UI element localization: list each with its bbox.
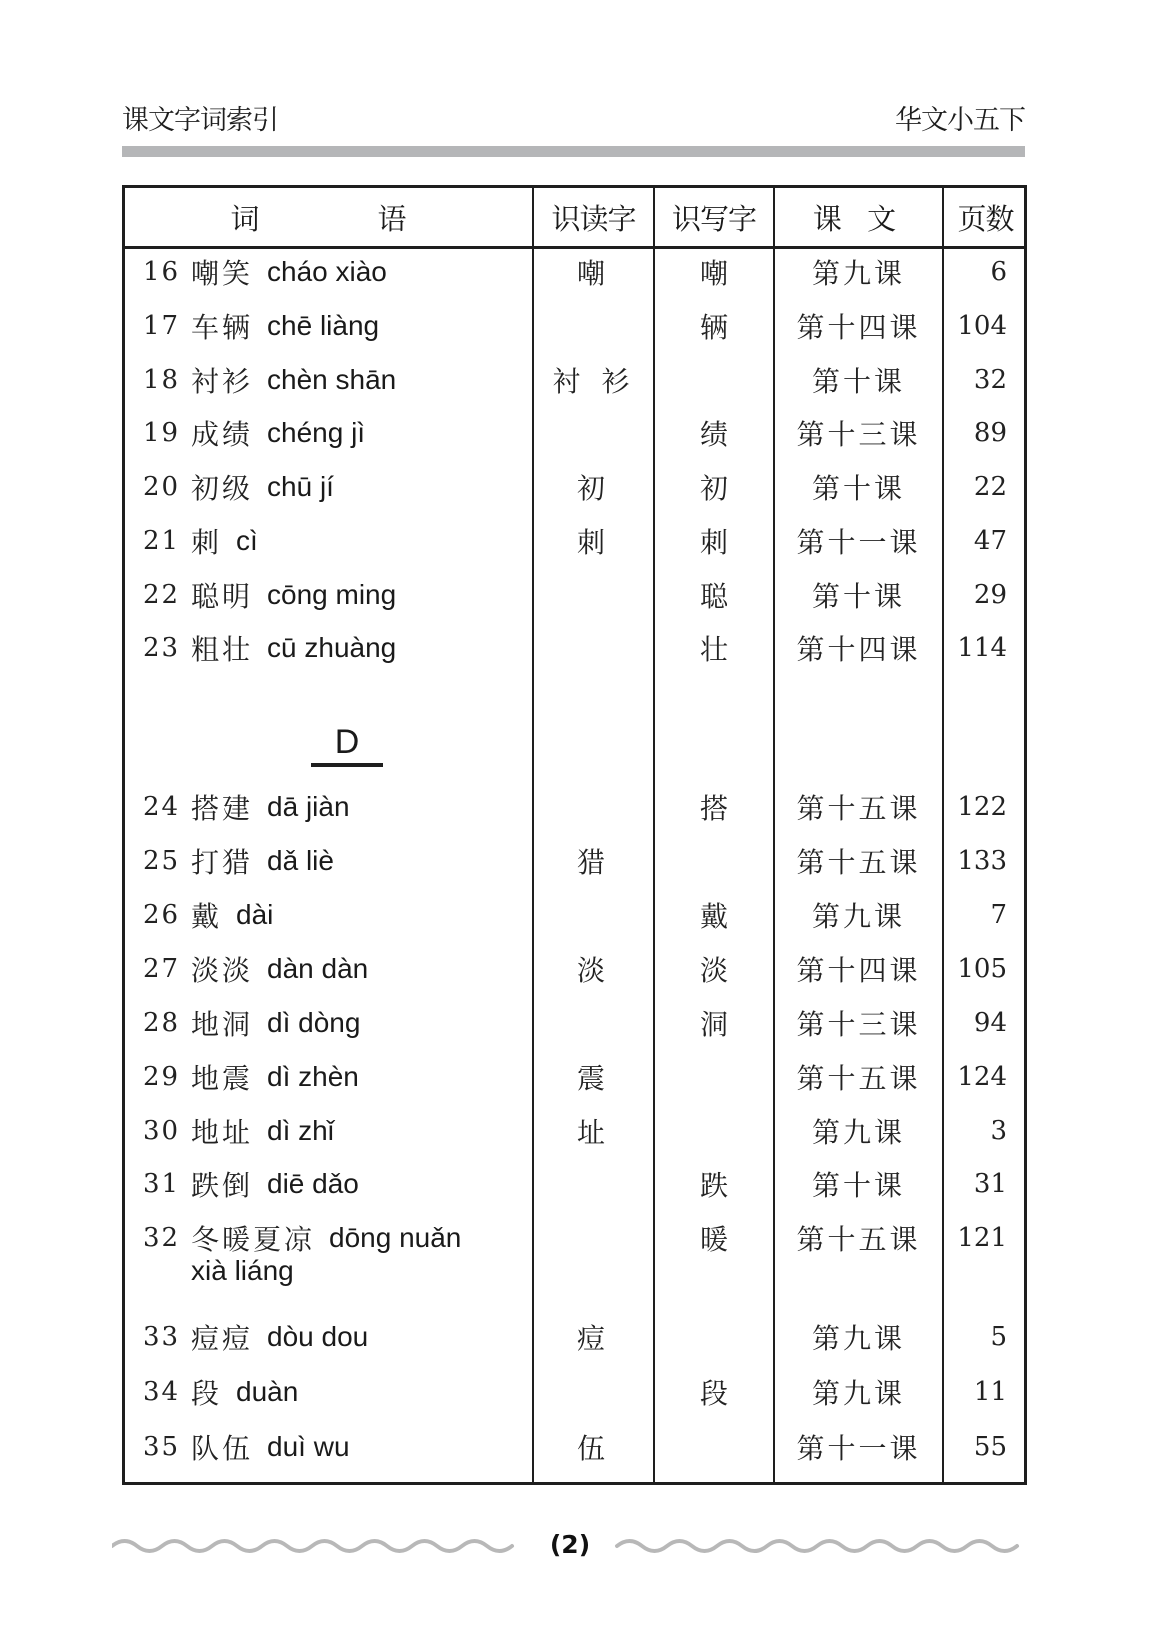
- word-cell: [143, 1422, 350, 1472]
- table-row: [125, 782, 1024, 832]
- table-row: [125, 462, 1024, 512]
- table-row: [125, 1367, 1024, 1417]
- word-chinese: 粗壮: [191, 633, 254, 666]
- word-pinyin: chèn shān: [267, 364, 397, 395]
- word-pinyin-continued: xià liáng: [191, 1255, 294, 1286]
- word-pinyin: cháo xiào: [267, 256, 387, 287]
- section-underline: [311, 763, 383, 767]
- column-header-word: 词 语: [230, 201, 427, 236]
- word-pinyin: dòu dou: [267, 1321, 369, 1352]
- page-cell: 114: [957, 633, 1007, 663]
- page-cell: 105: [957, 954, 1007, 984]
- word-pinyin: dì dòng: [267, 1007, 361, 1038]
- read-char-cell: 伍: [576, 1432, 611, 1465]
- write-char-cell: 跌: [699, 1169, 728, 1202]
- word-pinyin: dì zhèn: [267, 1061, 359, 1092]
- word-chinese: 刺: [191, 526, 223, 559]
- entry-number: 19: [143, 418, 181, 448]
- table-row: [125, 247, 1024, 297]
- write-char-cell: 刺: [699, 526, 728, 559]
- word-pinyin: cì: [236, 525, 258, 556]
- read-char-cell: [535, 1367, 653, 1417]
- lesson-cell: 第九课: [811, 1377, 905, 1410]
- entry-number: 27: [143, 954, 181, 984]
- page-cell: 3: [990, 1116, 1007, 1146]
- word-cell: [143, 1159, 359, 1209]
- lesson-cell: 第十五课: [796, 846, 921, 879]
- word-pinyin: dǎ liè: [267, 845, 334, 876]
- lesson-cell: 第十三课: [796, 418, 921, 451]
- word-chinese: 聪明: [191, 580, 254, 613]
- word-chinese: 段: [191, 1377, 223, 1410]
- table-row: [125, 1052, 1024, 1102]
- write-char-cell: 搭: [699, 792, 728, 825]
- column-header-page: 页数: [957, 201, 1014, 236]
- word-pinyin: dōng nuǎn: [329, 1222, 462, 1253]
- word-cell: [143, 998, 360, 1048]
- table-row: [125, 301, 1024, 351]
- word-cell: [143, 570, 396, 620]
- read-char-cell: 址: [576, 1116, 611, 1149]
- write-char-cell: 辆: [699, 311, 728, 344]
- page-cell: 104: [957, 311, 1007, 341]
- word-cell: [143, 890, 273, 940]
- table-row: [125, 1312, 1024, 1362]
- table-row: [125, 355, 1024, 405]
- entry-number: 18: [143, 365, 181, 395]
- page-number: (2): [549, 1530, 591, 1559]
- page-cell: 94: [973, 1008, 1007, 1038]
- entry-number: 31: [143, 1169, 181, 1199]
- read-char-cell: 初: [576, 472, 611, 505]
- page-cell: 31: [973, 1169, 1007, 1199]
- word-pinyin: dài: [236, 899, 274, 930]
- word-pinyin: chē liàng: [267, 310, 380, 341]
- table-row: [125, 1213, 1024, 1286]
- write-char-cell: [655, 1106, 773, 1156]
- header-divider-bar: [122, 146, 1025, 157]
- page-cell: 89: [973, 418, 1007, 448]
- entry-number: 20: [143, 472, 181, 502]
- table-row: [125, 516, 1024, 566]
- page-cell: 55: [973, 1432, 1007, 1462]
- section-letter: D: [334, 723, 360, 761]
- page-cell: 32: [973, 365, 1007, 395]
- write-char-cell: 段: [699, 1377, 728, 1410]
- word-pinyin: diē dǎo: [267, 1168, 359, 1199]
- page-cell: 11: [973, 1377, 1007, 1407]
- entry-number: 35: [143, 1432, 181, 1462]
- page-cell: 124: [957, 1062, 1007, 1092]
- word-pinyin: dā jiàn: [267, 791, 350, 822]
- entry-number: 29: [143, 1062, 181, 1092]
- read-char-cell: 淡: [576, 954, 611, 987]
- word-cell: [143, 1106, 334, 1156]
- word-chinese: 戴: [191, 900, 223, 933]
- word-cell: [143, 1312, 368, 1362]
- word-chinese: 车辆: [191, 311, 254, 344]
- word-cell: [143, 247, 387, 297]
- word-cell: [143, 1052, 359, 1102]
- page-cell: 122: [957, 792, 1007, 822]
- entry-number: 33: [143, 1322, 181, 1352]
- write-char-cell: 聪: [699, 580, 728, 613]
- page-cell: 133: [957, 846, 1007, 876]
- read-char-cell: [535, 408, 653, 458]
- word-cell: [143, 944, 368, 994]
- word-chinese: 地震: [191, 1062, 254, 1095]
- lesson-cell: 第十四课: [796, 633, 921, 666]
- word-cell: [143, 408, 365, 458]
- write-char-cell: [655, 1052, 773, 1102]
- table-row: [125, 1106, 1024, 1156]
- lesson-cell: 第九课: [811, 1322, 905, 1355]
- entry-number: 22: [143, 580, 181, 610]
- lesson-cell: 第十课: [811, 580, 905, 613]
- book-title: 华文小五下: [895, 105, 1025, 136]
- table-row: [125, 1159, 1024, 1209]
- column-header-lesson: 课 文: [812, 201, 905, 236]
- lesson-cell: 第九课: [811, 257, 905, 290]
- lesson-cell: 第十课: [811, 1169, 905, 1202]
- read-char-cell: 震: [576, 1062, 611, 1095]
- entry-number: 16: [143, 257, 181, 287]
- word-chinese: 衬衫: [191, 365, 254, 398]
- lesson-cell: 第十课: [811, 472, 905, 505]
- word-chinese: 初级: [191, 472, 254, 505]
- table-row: [125, 623, 1024, 673]
- entry-number: 26: [143, 900, 181, 930]
- wave-ornament-left-icon: [112, 1536, 522, 1556]
- lesson-cell: 第十一课: [796, 526, 921, 559]
- word-cell: [143, 355, 396, 405]
- word-pinyin: cū zhuàng: [267, 632, 397, 663]
- lesson-cell: 第十五课: [796, 1223, 921, 1256]
- lesson-cell: 第十一课: [796, 1432, 921, 1465]
- read-char-cell: [535, 782, 653, 832]
- write-char-cell: [655, 1312, 773, 1362]
- read-char-cell: [535, 890, 653, 940]
- word-chinese: 搭建: [191, 792, 254, 825]
- read-char-cell: [535, 1159, 653, 1209]
- word-cell: [143, 516, 258, 566]
- word-chinese: 打猎: [191, 846, 254, 879]
- word-chinese: 地洞: [191, 1008, 254, 1041]
- write-char-cell: 绩: [699, 418, 728, 451]
- table-row: [125, 890, 1024, 940]
- word-chinese: 队伍: [191, 1432, 254, 1465]
- word-cell: [143, 301, 379, 351]
- page-cell: 47: [973, 526, 1007, 556]
- word-pinyin: cōng ming: [267, 579, 397, 610]
- read-char-cell: 痘: [576, 1322, 611, 1355]
- lesson-cell: 第十四课: [796, 954, 921, 987]
- entry-number: 28: [143, 1008, 181, 1038]
- write-char-cell: 嘲: [699, 257, 728, 290]
- word-pinyin: chéng jì: [267, 417, 366, 448]
- page-footer: [112, 1530, 1025, 1566]
- column-header-write-chars: 识写字: [671, 201, 756, 236]
- read-char-cell: [535, 998, 653, 1048]
- read-char-cell: 刺: [576, 526, 611, 559]
- write-char-cell: [655, 1422, 773, 1472]
- write-char-cell: 暖: [699, 1223, 728, 1256]
- page-cell: 5: [990, 1322, 1007, 1352]
- write-char-cell: 初: [699, 472, 728, 505]
- read-char-cell: [535, 301, 653, 351]
- entry-number: 23: [143, 633, 181, 663]
- word-chinese: 痘痘: [191, 1322, 254, 1355]
- entry-number: 24: [143, 792, 181, 822]
- word-cell: [143, 462, 334, 512]
- read-char-cell: 猎: [576, 846, 611, 879]
- word-chinese: 嘲笑: [191, 257, 254, 290]
- table-row: [125, 570, 1024, 620]
- word-cell: [143, 836, 334, 886]
- read-char-cell: [535, 570, 653, 620]
- page-cell: 6: [990, 257, 1007, 287]
- page-cell: 22: [973, 472, 1007, 502]
- word-chinese: 成绩: [191, 418, 254, 451]
- entry-number: 32: [143, 1223, 181, 1253]
- word-index-table: [122, 185, 1027, 1485]
- word-chinese: 冬暖夏凉: [191, 1223, 316, 1256]
- entry-number: 34: [143, 1377, 181, 1407]
- lesson-cell: 第十三课: [796, 1008, 921, 1041]
- lesson-cell: 第九课: [811, 900, 905, 933]
- read-char-cell: [535, 1213, 653, 1263]
- word-cell: [143, 1367, 298, 1417]
- read-char-cell: 嘲: [576, 257, 611, 290]
- word-cell: [143, 782, 350, 832]
- page-cell: 121: [957, 1223, 1007, 1253]
- word-chinese: 淡淡: [191, 954, 254, 987]
- lesson-cell: 第十五课: [796, 792, 921, 825]
- write-char-cell: [655, 836, 773, 886]
- word-pinyin: dì zhǐ: [267, 1115, 334, 1146]
- column-header-read-chars: 识读字: [551, 201, 636, 236]
- word-chinese: 地址: [191, 1116, 254, 1149]
- word-pinyin: chū jí: [267, 471, 334, 502]
- table-row: [125, 998, 1024, 1048]
- table-row: [125, 1422, 1024, 1472]
- word-pinyin: dàn dàn: [267, 953, 369, 984]
- write-char-cell: 淡: [699, 954, 728, 987]
- word-pinyin: duì wu: [267, 1431, 350, 1462]
- read-char-cell: [535, 623, 653, 673]
- lesson-cell: 第十五课: [796, 1062, 921, 1095]
- page-cell: 29: [973, 580, 1007, 610]
- write-char-cell: 戴: [699, 900, 728, 933]
- table-row: [125, 408, 1024, 458]
- entry-number: 25: [143, 846, 181, 876]
- index-title: 课文字词索引: [122, 105, 278, 136]
- word-pinyin: duàn: [236, 1376, 299, 1407]
- word-cell: [143, 623, 396, 673]
- wave-ornament-right-icon: [612, 1536, 1022, 1556]
- table-row: [125, 944, 1024, 994]
- entry-number: 21: [143, 526, 181, 556]
- read-char-cell: 衬 衫: [552, 365, 636, 398]
- section-header-d: [311, 723, 383, 767]
- table-row: [125, 836, 1024, 886]
- write-char-cell: [655, 355, 773, 405]
- lesson-cell: 第十课: [811, 365, 905, 398]
- lesson-cell: 第九课: [811, 1116, 905, 1149]
- entry-number: 17: [143, 311, 181, 341]
- write-char-cell: 壮: [699, 633, 728, 666]
- word-chinese: 跌倒: [191, 1169, 254, 1202]
- page-cell: 7: [990, 900, 1007, 930]
- write-char-cell: 洞: [699, 1008, 728, 1041]
- entry-number: 30: [143, 1116, 181, 1146]
- lesson-cell: 第十四课: [796, 311, 921, 344]
